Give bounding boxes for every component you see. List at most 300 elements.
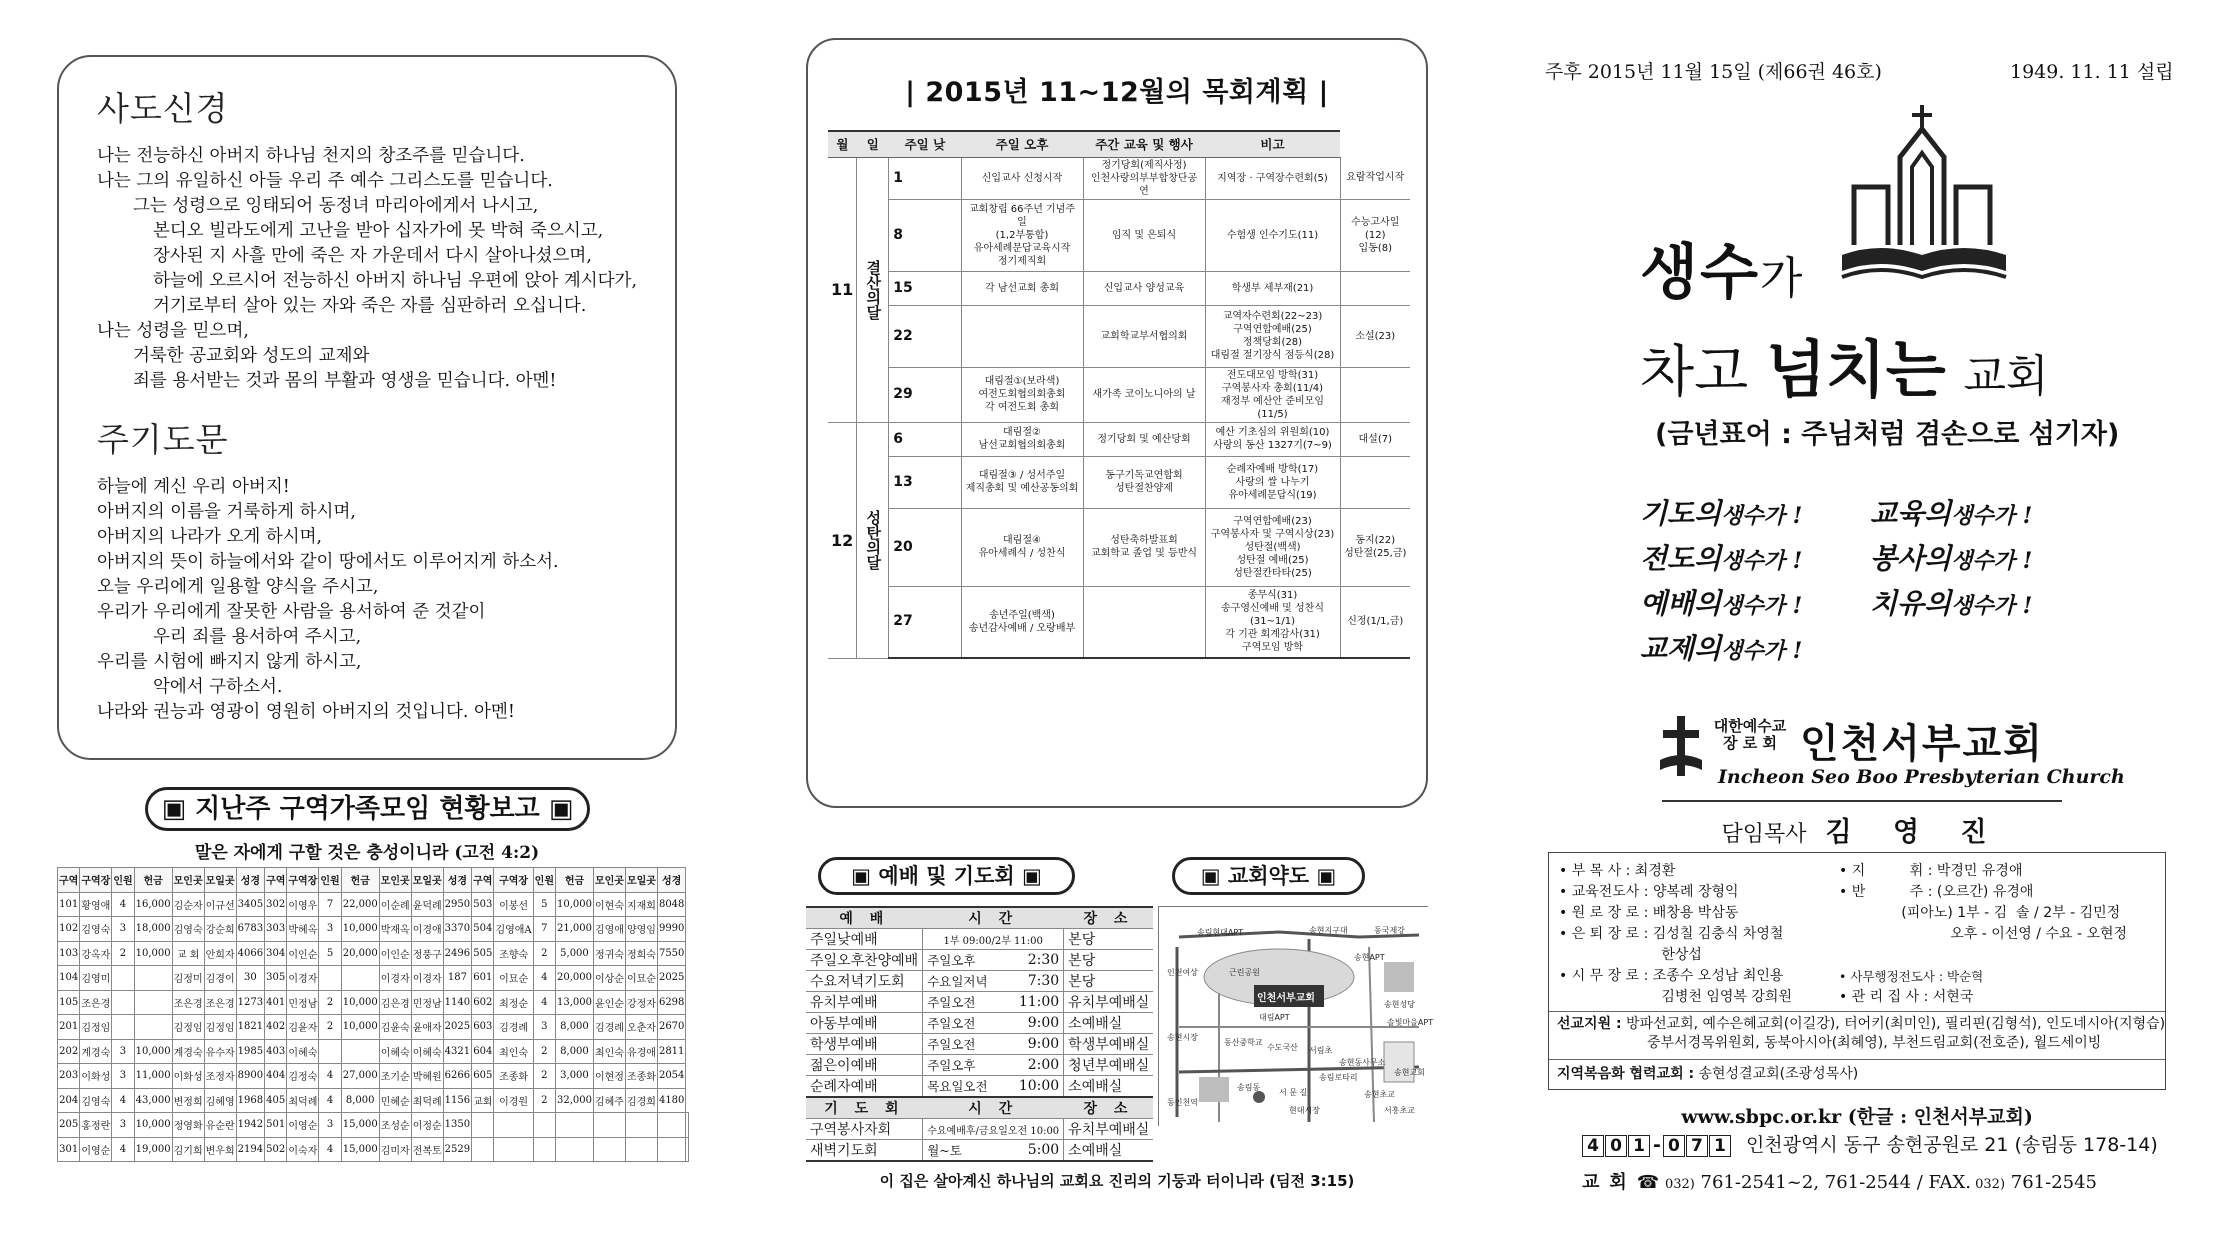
zip-digit: 4 [1582, 1135, 1604, 1157]
report-cell: 윤인순 [593, 990, 625, 1015]
plan-month-name: 결산의달 [857, 157, 889, 422]
plan-header-cell: 주일 낮 [889, 131, 961, 157]
worship-day: 주일오전 [923, 1034, 1000, 1055]
map-label: 송현시장 [1167, 1033, 1198, 1042]
report-cell: 조성순 [379, 1113, 411, 1138]
report-cell: 22,000 [341, 892, 379, 917]
report-header-cell: 모인곳 [379, 868, 411, 893]
report-cell: 2496 [443, 941, 471, 966]
report-cell: 10,000 [134, 1039, 172, 1064]
creed-line: 거기로부터 살아 있는 자와 죽은 자를 심판하러 오십니다. [153, 296, 587, 316]
report-header-cell: 성경 [657, 868, 685, 893]
plan-cell: 지역장 · 구역장수련회(5) [1205, 157, 1340, 199]
report-row [58, 1137, 689, 1162]
worship-row [806, 971, 1153, 992]
map-label: 송현초교 [1364, 1090, 1395, 1099]
creed-line: 나는 그의 유일하신 아들 우리 주 예수 그리스도를 믿습니다. [97, 171, 553, 191]
worship-time: 10:00 [1000, 1076, 1064, 1098]
report-cell: 이규선 [204, 892, 236, 917]
creed-line: 죄를 용서받는 것과 몸의 부활과 영생을 믿습니다. 아멘! [133, 371, 557, 391]
report-cell: 황영애 [80, 892, 112, 917]
staff-right-column [1839, 861, 2127, 1008]
church-map [1158, 906, 1434, 1126]
plan-month: 11 [828, 157, 857, 422]
year-motto: (금년표어 : 주님처럼 겸손으로 섬기자) [1655, 419, 2120, 450]
report-cell: 김혜영 [204, 1088, 236, 1113]
plan-header-cell: 월 [828, 131, 857, 157]
plan-month-name: 성탄의달 [857, 422, 889, 658]
map-label: 인천여상 [1167, 968, 1198, 977]
prayer-line: 아버지의 나라가 오게 하시며, [97, 527, 323, 547]
map-label: 서흥초교 [1384, 1106, 1415, 1115]
report-cell: 8900 [236, 1064, 264, 1089]
plan-cell: 대설(7) [1340, 422, 1410, 456]
plan-day: 1 [889, 157, 961, 199]
report-cell [593, 1137, 625, 1162]
creed-line: 그는 성령으로 잉태되어 동정녀 마리아에게서 나시고, [133, 196, 539, 216]
report-cell: 이인순 [379, 941, 411, 966]
report-cell: 김경이 [204, 966, 236, 991]
worship-name: 주일오후찬양예배 [806, 950, 923, 971]
mission-support [1549, 1011, 2165, 1056]
report-header-cell: 모일곳 [204, 868, 236, 893]
report-cell: 6266 [443, 1064, 471, 1089]
map-label: 송림현대APT [1197, 928, 1244, 937]
report-cell: 이경자 [379, 966, 411, 991]
report-cell: 4 [112, 1088, 134, 1113]
report-cell: 2811 [657, 1039, 685, 1064]
report-cell: 이묘순 [625, 966, 657, 991]
staff-line: • 은 퇴 장 로 : 김성칠 김충식 차영철 [1559, 926, 1784, 942]
report-cell: 4 [533, 990, 555, 1015]
report-cell: 민혜순 [379, 1088, 411, 1113]
worship-schedule-table [806, 906, 1153, 1162]
report-cell: 이정순 [411, 1113, 443, 1138]
report-cell: 최인숙 [494, 1039, 533, 1064]
lifewater-head: 전도의 [1640, 542, 1722, 575]
map-label: 서 문 길 [1279, 1088, 1308, 1097]
staff-line: • 사무행정전도사 : 박순혁 [1839, 969, 1984, 984]
lifewater-tail: 생수가 ! [1951, 593, 2033, 619]
report-cell [657, 1113, 685, 1138]
phone-area: 032) [1664, 1177, 1695, 1192]
report-cell: 조정자 [204, 1064, 236, 1089]
issue-date: 주후 2015년 11월 15일 (제66권 46호) [1545, 61, 1882, 83]
plan-cell: 대림절①(보라색) 여전도회협의회총회 각 여전도회 총회 [961, 367, 1083, 422]
plan-row [828, 271, 1410, 305]
worship-row [806, 1013, 1153, 1034]
report-cell: 4180 [657, 1088, 685, 1113]
plan-cell: 수능고사일(12) 입동(8) [1340, 199, 1410, 271]
worship-header-cell: 시 간 [923, 1097, 1064, 1119]
plan-row [828, 367, 1410, 422]
map-label: 현대시장 [1289, 1106, 1320, 1115]
report-cell: 김혜주 [593, 1088, 625, 1113]
report-cell: 이현숙 [593, 892, 625, 917]
report-cell: 3 [112, 1064, 134, 1089]
report-cell [319, 966, 341, 991]
report-cell: 4 [319, 1088, 341, 1113]
plan-day: 6 [889, 422, 961, 456]
worship-name: 학생부예배 [806, 1034, 923, 1055]
report-cell: 11,000 [134, 1064, 172, 1089]
plan-cell: 신입교사 신청시작 [961, 157, 1083, 199]
worship-time: 2:00 [1000, 1055, 1064, 1076]
report-header-cell: 구역장 [80, 868, 112, 893]
creed-line: 장사된 지 사흘 만에 죽은 자 가운데서 다시 살아나셨으며, [153, 246, 592, 266]
report-cell: 김경례 [593, 1015, 625, 1040]
plan-cell: 동지(22) 성탄절(25,금) [1340, 508, 1410, 586]
report-cell: 18,000 [134, 917, 172, 942]
report-cell: 27,000 [341, 1064, 379, 1089]
mission-list-2: 중부서경목위원회, 동북아시아(최혜영), 부천드림교회(전호준), 월드세이빙 [1647, 1035, 2102, 1051]
report-cell: 이경자 [287, 966, 319, 991]
denomination [1710, 718, 1790, 752]
report-cell [555, 1113, 593, 1138]
report-cell: 602 [472, 990, 494, 1015]
report-cell [494, 1137, 533, 1162]
report-cell: 김미자 [379, 1137, 411, 1162]
report-row [58, 1039, 689, 1064]
report-cell: 윤덕례 [411, 892, 443, 917]
lifewater-head: 기도의 [1640, 497, 1722, 530]
report-cell: 강정자 [625, 990, 657, 1015]
report-cell [625, 1113, 657, 1138]
report-cell: 105 [58, 990, 80, 1015]
report-cell: 김정숙 [287, 1064, 319, 1089]
staff-line: (피아노) 1부 - 김 솔 / 2부 - 김민정 [1839, 905, 2121, 921]
plan-cell: 종무식(31) 송구영신예배 및 성찬식 (31~1/1) 각 기관 회계감사(31) 구역모임 방학 [1205, 586, 1340, 658]
zip-digit: 7 [1686, 1135, 1708, 1157]
worship-day: 주일오전 [923, 1013, 1000, 1034]
report-cell: 43,000 [134, 1088, 172, 1113]
worship-time: 9:00 [1000, 1013, 1064, 1034]
plan-title: | 2015년 11~12월의 목회계획 | [905, 77, 1329, 108]
map-label: 송현교회 [1394, 1068, 1425, 1077]
report-cell: 이경원 [494, 1088, 533, 1113]
report-cell: 4 [112, 1137, 134, 1162]
cross-logo-icon [1658, 714, 1704, 780]
report-cell: 7 [319, 892, 341, 917]
report-cell: 8,000 [341, 1088, 379, 1113]
report-cell: 박혜원 [411, 1064, 443, 1089]
report-cell [472, 1113, 494, 1138]
worship-day: 주일오후 [923, 950, 1000, 971]
plan-row [828, 422, 1410, 456]
lifewater-item [1870, 492, 2032, 532]
website: www.sbpc.or.kr (한글 : 인천서부교회) [1681, 1106, 2033, 1128]
report-header-cell: 구역장 [494, 868, 533, 893]
worship-day: 수요일저녁 [923, 971, 1000, 992]
lifewater-item [1870, 582, 2032, 622]
ministry-plan-box [806, 38, 1428, 808]
report-cell: 김영숙 [80, 917, 112, 942]
plan-month: 12 [828, 422, 857, 658]
report-cell: 이혜숙 [379, 1039, 411, 1064]
report-cell: 2670 [657, 1015, 685, 1040]
lifewater-head: 교육의 [1870, 497, 1952, 530]
worship-place: 유치부예배실 [1064, 1119, 1154, 1140]
report-cell: 유수자 [204, 1039, 236, 1064]
report-cell: 205 [58, 1113, 80, 1138]
report-row [58, 917, 689, 942]
report-cell: 2194 [236, 1137, 264, 1162]
report-cell [472, 1137, 494, 1162]
staff-line: • 반 주 : (오르간) 유경애 [1839, 884, 2034, 900]
report-cell: 2025 [657, 966, 685, 991]
worship-time: 수요예배후/금요일오전 10:00 [923, 1119, 1064, 1140]
report-cell: 19,000 [134, 1137, 172, 1162]
report-cell: 8048 [657, 892, 685, 917]
plan-cell: 대림절③ / 성서주일 제직총회 및 예산공동의회 [961, 456, 1083, 508]
report-cell: 민정남 [287, 990, 319, 1015]
zip-digit: 1 [1709, 1135, 1731, 1157]
report-cell: 203 [58, 1064, 80, 1089]
report-cell: 박혜옥 [287, 917, 319, 942]
phone-fax [1582, 1168, 2097, 1194]
ministry-plan-table [828, 130, 1410, 659]
plan-day: 29 [889, 367, 961, 422]
report-cell: 2054 [657, 1064, 685, 1089]
staff-line [1839, 945, 2127, 966]
report-cell: 이현정 [593, 1064, 625, 1089]
creed-line: 하늘에 오르시어 전능하신 아버지 하나님 우편에 앉아 계시다가, [153, 271, 638, 291]
plan-day: 22 [889, 305, 961, 367]
report-cell: 김영애A [494, 917, 533, 942]
worship-time: 1부 09:00/2부 11:00 [923, 929, 1064, 950]
worship-row [806, 1034, 1153, 1055]
zip-digit: 1 [1628, 1135, 1650, 1157]
worship-place: 본당 [1064, 950, 1154, 971]
report-cell: 3 [319, 917, 341, 942]
denomination-line-2: 장 로 회 [1723, 734, 1777, 752]
report-cell: 5 [319, 941, 341, 966]
worship-name: 새벽기도회 [806, 1140, 923, 1162]
creed-line: 나는 성령을 믿으며, [97, 321, 249, 341]
report-header-cell: 인원 [112, 868, 134, 893]
worship-place: 유치부예배실 [1064, 992, 1154, 1013]
prayer-line: 우리가 우리에게 잘못한 사람을 용서하여 준 것같이 [97, 602, 486, 622]
report-cell: 5 [533, 892, 555, 917]
report-row [58, 990, 689, 1015]
prayer-line: 아버지의 뜻이 하늘에서와 같이 땅에서도 이루어지게 하소서. [97, 552, 559, 572]
report-row [58, 941, 689, 966]
report-cell: 유순란 [204, 1113, 236, 1138]
report-cell: 7550 [657, 941, 685, 966]
plan-cell: 새가족 코이노니아의 날 [1083, 367, 1205, 422]
report-cell: 김은경 [379, 990, 411, 1015]
report-cell: 1156 [443, 1088, 471, 1113]
report-row [58, 1064, 689, 1089]
plan-cell: 예산 기초심의 위원회(10) 사랑의 동산 1327기(7~9) [1205, 422, 1340, 456]
address [1582, 1130, 2158, 1157]
report-cell [319, 1039, 341, 1064]
lifewater-head: 예배의 [1640, 587, 1722, 620]
map-banner: ▣ 교회약도 ▣ [1172, 857, 1365, 895]
map-label: 송림로타리 [1319, 1073, 1358, 1082]
report-cell: 조은경 [80, 990, 112, 1015]
lifewater-item [1640, 627, 1802, 667]
report-cell: 3,000 [555, 1064, 593, 1089]
report-cell [625, 1137, 657, 1162]
report-cell: 3 [533, 1015, 555, 1040]
report-cell: 9990 [657, 917, 685, 942]
report-cell: 1985 [236, 1039, 264, 1064]
report-cell: 501 [265, 1113, 287, 1138]
report-cell: 21,000 [555, 917, 593, 942]
worship-name: 수요저녁기도회 [806, 971, 923, 992]
report-cell: 15,000 [341, 1137, 379, 1162]
phone-number: 761-2541~2, 761-2544 / FAX. [1694, 1172, 1971, 1193]
report-cell: 4321 [443, 1039, 471, 1064]
plan-cell: 신입교사 양성교육 [1083, 271, 1205, 305]
plan-cell: 교역자수련회(22~23) 구역연합예배(25) 정책당회(28) 대림절 절기장식 점등식(28) [1205, 305, 1340, 367]
worship-row [806, 1140, 1153, 1162]
denomination-line-1: 대한예수교 [1713, 717, 1787, 735]
map-label: 수도국산 [1267, 1043, 1298, 1052]
map-label: 송림동 [1237, 1083, 1261, 1092]
staff-box [1548, 852, 2166, 1090]
report-cell: 정영화 [172, 1113, 204, 1138]
report-header-cell: 모일곳 [625, 868, 657, 893]
plan-header-cell: 주일 오후 [961, 131, 1083, 157]
report-cell: 강순희 [204, 917, 236, 942]
slogan-line-2 [1640, 320, 2049, 409]
slogan-church: 교회 [1963, 351, 2049, 402]
report-cell: 10,000 [134, 1113, 172, 1138]
plan-cell: 소설(23) [1340, 305, 1410, 367]
report-cell [555, 1137, 593, 1162]
report-cell: 김영미 [80, 966, 112, 991]
creed-title: 사도신경 [97, 89, 229, 128]
plan-cell: 요람작업시작 [1340, 157, 1410, 199]
report-cell: 최인숙 [593, 1039, 625, 1064]
plan-day: 8 [889, 199, 961, 271]
report-cell: 정희숙 [625, 941, 657, 966]
bottom-verse: 이 집은 살아계신 하나님의 교회요 진리의 기둥과 터이니라 (딤전 3:15) [879, 1172, 1355, 1190]
report-header-cell: 구역 [472, 868, 494, 893]
report-cell: 503 [472, 892, 494, 917]
lifewater-head: 치유의 [1870, 587, 1952, 620]
prayer-line: 우리 죄를 용서하여 주시고, [153, 627, 362, 647]
report-cell: 6783 [236, 917, 264, 942]
plan-cell [1083, 586, 1205, 658]
report-cell: 계경숙 [80, 1039, 112, 1064]
plan-cell: 순례자예배 방학(17) 사랑의 쌀 나누기 유아세례문답식(19) [1205, 456, 1340, 508]
lifewater-item [1640, 492, 1802, 532]
senior-pastor [1662, 800, 2062, 849]
worship-header-row [806, 1097, 1153, 1119]
pastor-name: 김 영 진 [1825, 817, 2003, 848]
prayer-title: 주기도문 [97, 420, 229, 459]
plan-day: 13 [889, 456, 961, 508]
report-header-cell: 헌금 [134, 868, 172, 893]
report-cell: 3 [112, 1113, 134, 1138]
report-cell: 3 [112, 917, 134, 942]
plan-cell [1340, 456, 1410, 508]
report-cell: 이영우 [287, 892, 319, 917]
report-cell: 3405 [236, 892, 264, 917]
report-cell [533, 1113, 555, 1138]
report-cell: 김윤숙 [379, 1015, 411, 1040]
church-english-name: Incheon Seo Boo Presbyterian Church [1718, 766, 2125, 788]
report-cell: 2950 [443, 892, 471, 917]
report-header-cell: 모인곳 [172, 868, 204, 893]
report-cell: 101 [58, 892, 80, 917]
worship-place: 소예배실 [1064, 1076, 1154, 1098]
map-label: 송현APT [1354, 953, 1385, 962]
report-cell: 이경애 [411, 917, 443, 942]
report-verse: 말은 자에게 구할 것은 충성이니라 (고전 4:2) [194, 843, 540, 863]
worship-header-cell: 기 도 회 [806, 1097, 923, 1119]
worship-banner: ▣ 예배 및 기도회 ▣ [818, 857, 1075, 895]
report-cell: 김영애 [593, 917, 625, 942]
report-cell: 조은경 [172, 990, 204, 1015]
report-header-cell: 구역 [58, 868, 80, 893]
partner-label: 지역복음화 협력교회 : [1557, 1066, 1695, 1082]
report-cell: 김정임 [204, 1015, 236, 1040]
partner-name: 송현성결교회(조광성목사) [1694, 1066, 1859, 1082]
report-cell: 김경례 [494, 1015, 533, 1040]
plan-row [828, 508, 1410, 586]
report-cell: 김정임 [80, 1015, 112, 1040]
report-cell: 10,000 [341, 1015, 379, 1040]
report-cell: 이인순 [287, 941, 319, 966]
lifewater-tail: 생수가 ! [1721, 638, 1803, 664]
report-cell: 변우희 [204, 1137, 236, 1162]
report-cell [112, 1015, 134, 1040]
worship-place: 본당 [1064, 971, 1154, 992]
plan-cell [961, 305, 1083, 367]
report-cell: 605 [472, 1064, 494, 1089]
report-cell: 504 [472, 917, 494, 942]
plan-cell [1340, 271, 1410, 305]
worship-time: 9:00 [1000, 1034, 1064, 1055]
report-cell: 305 [265, 966, 287, 991]
report-cell: 4 [112, 892, 134, 917]
report-cell: 201 [58, 1015, 80, 1040]
prayer-line: 나라와 권능과 영광이 영원히 아버지의 것입니다. 아멘! [97, 702, 515, 722]
report-cell: 4 [319, 1064, 341, 1089]
zip-digit: 0 [1663, 1135, 1685, 1157]
map-label: 대림APT [1259, 1013, 1290, 1022]
report-cell [657, 1137, 685, 1162]
plan-day: 15 [889, 271, 961, 305]
report-cell: 2 [319, 990, 341, 1015]
report-cell: 1140 [443, 990, 471, 1015]
report-header-cell: 구역장 [287, 868, 319, 893]
staff-line: 김병천 임영복 강희원 [1559, 989, 1792, 1005]
fax-number: 761-2545 [2005, 1172, 2097, 1193]
worship-place: 본당 [1064, 929, 1154, 950]
report-cell: 김영숙 [172, 917, 204, 942]
report-cell: 3370 [443, 917, 471, 942]
staff-left-column [1559, 861, 1792, 1008]
plan-cell: 정기당회 및 예산당회 [1083, 422, 1205, 456]
report-cell: 이상순 [593, 966, 625, 991]
map-label: 근린공원 [1229, 968, 1260, 977]
prayer-line: 악에서 구하소서. [153, 677, 283, 697]
report-cell: 20,000 [341, 941, 379, 966]
creed-line: 거룩한 공교회와 성도의 교제와 [133, 346, 370, 366]
report-cell: 강옥자 [80, 941, 112, 966]
report-cell: 최정순 [494, 990, 533, 1015]
plan-header-cell: 주간 교육 및 행사 [1083, 131, 1205, 157]
prayer-line: 우리를 시험에 빠지지 않게 하시고, [97, 652, 362, 672]
report-cell: 8,000 [555, 1015, 593, 1040]
report-cell [112, 990, 134, 1015]
report-cell: 전복토 [411, 1137, 443, 1162]
